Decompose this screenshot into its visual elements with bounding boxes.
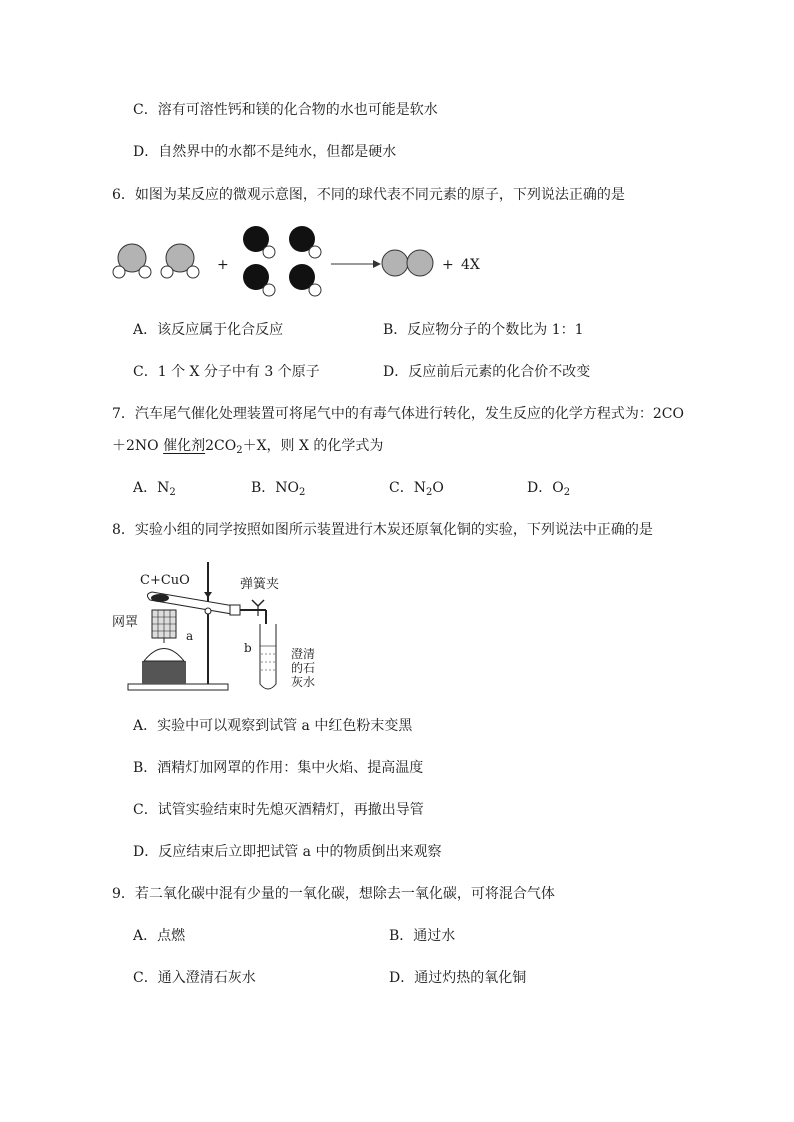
spring-clip: [252, 600, 264, 616]
q7-option-b-sub: 2: [299, 487, 306, 498]
q7-stem-line1: 7．汽车尾气催化处理装置可将尾气中的有毒气体进行转化，发生反应的化学方程式为：2CO: [112, 406, 685, 422]
q9-stem: 9．若二氧化碳中混有少量的一氧化碳，想除去一氧化碳，可将混合气体: [112, 886, 555, 902]
q8-stem: 8．实验小组的同学按照如图所示装置进行木炭还原氧化铜的实验，下列说法中正确的是: [112, 522, 653, 538]
q7-option-a-sub: 2: [169, 487, 176, 498]
q7-option-a: [133, 478, 176, 498]
q8-option-b: B．酒精灯加网罩的作用：集中火焰、提高温度: [133, 760, 424, 776]
product-4x-label: 4X: [461, 257, 480, 273]
reaction-arrow: [331, 260, 381, 268]
q7-equation-co2-sub: 2: [236, 445, 243, 456]
limewater-label-2: 的石: [291, 661, 316, 675]
clamp-label: 弹簧夹: [240, 577, 280, 592]
q9-option-a: A．点燃: [133, 928, 186, 944]
q5-option-d: D．自然界中的水都不是纯水，但都是硬水: [133, 144, 397, 160]
reactant-molecule-black-1: [243, 226, 275, 258]
q7-option-c-post: O: [432, 480, 444, 496]
reactant-molecule-black-2: [289, 226, 321, 258]
q7-equation-co2: 2CO: [205, 438, 237, 454]
q7-option-b-text: B．NO: [251, 480, 300, 496]
q9-option-d: D．通过灼热的氧化铜: [389, 970, 527, 986]
q9-option-b: B．通过水: [389, 928, 456, 944]
q6-option-d: D．反应前后元素的化合价不改变: [383, 364, 591, 380]
limewater-label-3: 灰水: [291, 675, 316, 689]
product-molecule-gray: [382, 250, 433, 276]
q9-option-c: C．通入澄清石灰水: [133, 970, 256, 986]
test-tube-b: [260, 624, 276, 689]
q7-option-b: [251, 478, 305, 498]
q8-apparatus-diagram: [108, 548, 328, 698]
reactant-molecule-black-4: [289, 264, 321, 296]
q6-option-b: B．反应物分子的个数比为 1：1: [383, 322, 584, 338]
q7-option-d-text: D．O: [527, 480, 564, 496]
q8-option-c: C．试管实验结束时先熄灭酒精灯，再撤出导管: [133, 802, 424, 818]
plus-sign-1: +: [217, 257, 229, 273]
q5-option-c: C．溶有可溶性钙和镁的化合物的水也可能是软水: [133, 102, 438, 118]
q7-option-c-sub: 2: [425, 487, 433, 498]
mesh-label: 网罩: [112, 615, 139, 630]
reactant-molecule-gray-2: [161, 244, 199, 278]
limewater-label-1: 澄清: [291, 647, 316, 661]
q7-equation-left: ＋2NO: [112, 438, 164, 454]
q7-stem-line2: [112, 436, 383, 456]
reactant-molecule-gray-1: [113, 244, 151, 278]
plus-sign-2: +: [442, 257, 454, 273]
q6-stem: 6．如图为某反应的微观示意图，不同的球代表不同元素的原子，下列说法正确的是: [112, 187, 625, 203]
q8-option-d: D．反应结束后立即把试管 a 中的物质倒出来观察: [133, 844, 442, 860]
tube-b-label: b: [244, 641, 252, 655]
q6-option-a: A．该反应属于化合反应: [133, 322, 284, 338]
q6-option-c: C．1 个 X 分子中有 3 个原子: [133, 364, 320, 380]
tube-a-label: a: [186, 629, 194, 643]
q6-reaction-diagram: [105, 222, 525, 302]
reactants-label: C+CuO: [140, 573, 190, 588]
wire-mesh-hood: [152, 610, 176, 638]
q7-option-d: [527, 478, 570, 498]
q7-equation-right: ＋X，则 X 的化学式为: [242, 438, 384, 454]
q8-option-a: A．实验中可以观察到试管 a 中红色粉末变黑: [133, 718, 413, 734]
q7-option-d-sub: 2: [563, 487, 571, 498]
q7-option-c: [389, 478, 444, 498]
q7-catalyst-label: 催化剂: [163, 438, 206, 454]
reactant-molecule-black-3: [243, 264, 275, 296]
q7-option-c-text: C．N: [389, 480, 426, 496]
q7-option-a-text: A．N: [133, 480, 170, 496]
